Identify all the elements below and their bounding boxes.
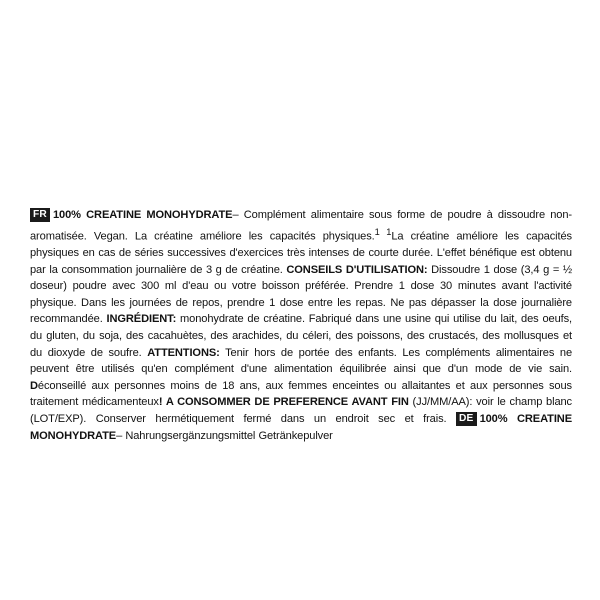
claim-fr: La créatine améliore les capacités physiques en cas de séries successives d'exercices très intenses de courte durée. L'effet bénéfique est obtenu par la consommation journalière de 3 g de créatine. xyxy=(30,230,572,276)
intro-de: Nahrungsergänzungsmittel Getränkepulver xyxy=(122,429,333,442)
dash-de: – xyxy=(116,429,123,442)
ingredient-heading-fr: INGRÉDIENT: xyxy=(106,313,177,326)
product-name-de: 100% CREATINE MONOHYDRATE xyxy=(30,412,572,442)
language-tag-fr: FR xyxy=(30,208,50,222)
intro-fr: Complément alimentaire sous forme de poudre à dissoudre non-aromatisée. Vegan. La créatine améliore les capacités physiques. xyxy=(30,209,572,243)
footnote-marks-fr: 1 1 xyxy=(374,226,392,237)
warning-initial-fr: D xyxy=(30,379,38,392)
usage-text-fr: Dissoudre 1 dose (3,4 g = ½ doseur) poudre avec 300 ml d'eau ou votre boisson préférée. Prendre 1 dose 30 minutes avant l'activité physique. Dans les journées de repos, prendre 1 dose entre les repas. Ne pas dépasser la dose journalière recommandée. xyxy=(30,263,572,326)
usage-heading-fr: CONSEILS D'UTILISATION: xyxy=(286,263,428,276)
best-before-text-fr: (JJ/MM/AA): voir le champ blanc (LOT/EXP). Conserver hermétiquement fermé dans un endroit sec et frais. xyxy=(30,396,572,425)
language-tag-de: DE xyxy=(456,412,477,426)
best-before-heading-fr: A CONSOMMER DE PREFERENCE AVANT FIN xyxy=(165,396,409,409)
attentions-text-fr: Tenir hors de portée des enfants. Les compléments alimentaires ne peuvent être utilisés qu'en complément d'une alimentation équilibrée ainsi que d'un mode de vie sain. xyxy=(30,346,572,376)
product-name-fr: 100% CREATINE MONOHYDRATE xyxy=(53,209,233,222)
dash-fr: – xyxy=(232,209,239,222)
label-text-block xyxy=(30,196,572,455)
attentions-heading-fr: ATTENTIONS: xyxy=(147,346,220,359)
ingredient-text-fr: monohydrate de créatine. Fabriqué dans une usine qui utilise du lait, des oeufs, du gluten, du soja, des cacahuètes, des arachides, du céleri, des poissons, des crustacés, des mollusques et du dioxyde de soufre. xyxy=(30,313,573,359)
warning-bang-fr: ! xyxy=(158,396,166,409)
label-paragraph xyxy=(30,207,572,444)
warning-text-fr: éconseillé aux personnes moins de 18 ans, aux femmes enceintes ou allaitantes et aux personnes sous traitement médicamenteux xyxy=(30,379,572,409)
